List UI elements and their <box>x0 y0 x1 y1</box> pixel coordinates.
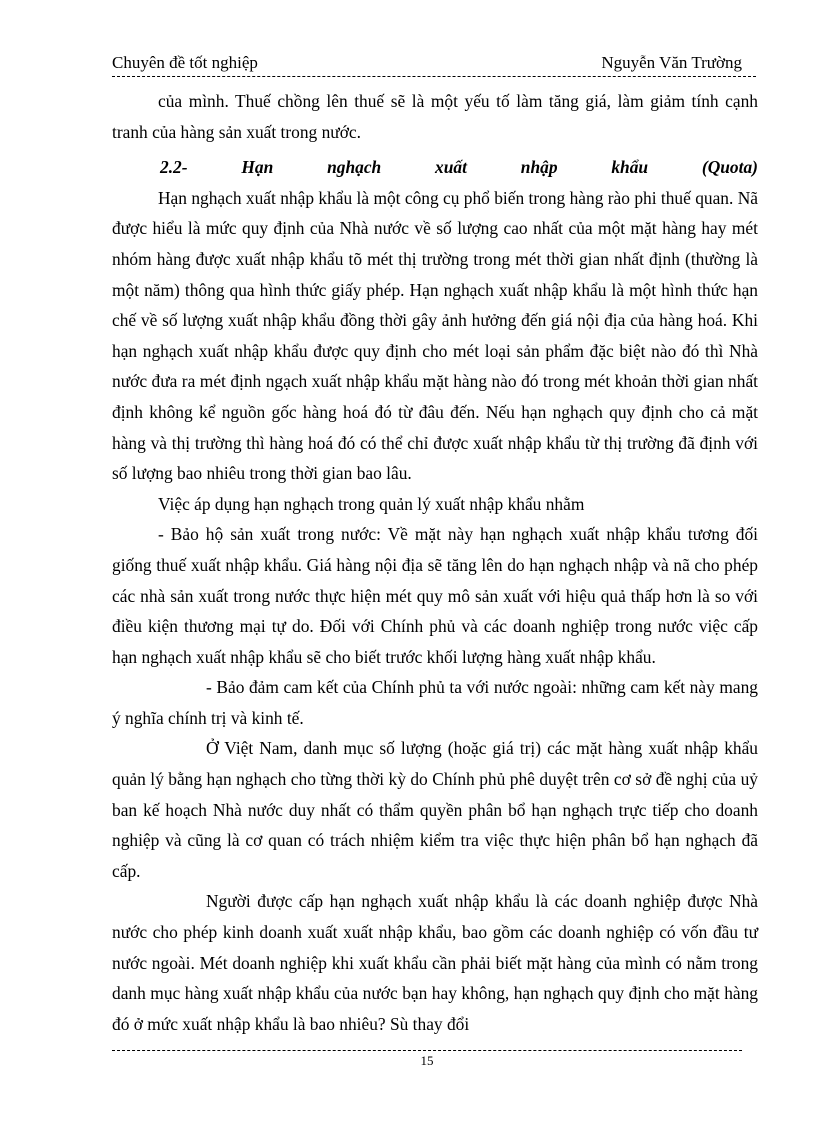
heading-word: xuất <box>435 157 467 178</box>
section-heading <box>112 152 758 183</box>
section-number: 2.2- <box>160 157 188 178</box>
heading-word: khẩu <box>611 157 649 178</box>
paragraph-domestic-protection: - Bảo hộ sản xuất trong nước: Về mặt này hạn nghạch xuất nhập khẩu tương đối giống thuế xuất nhập khẩu. Giá hàng nội địa sẽ tăng lên do hạn nghạch nhập và nã cho phép các nhà sản xuất trong nước thực hiện mét quy mô sản xuất với hiệu quả thấp hơn là so với điều kiện thương mại tự do. Đối với Chính phủ và các doanh nghiệp trong nước việc cấp hạn nghạch xuất nhập khẩu sẽ cho biết trước khối lượng hàng xuất nhập khẩu. <box>112 524 758 667</box>
paragraph-continuation: của mình. Thuế chồng lên thuế sẽ là một yếu tố làm tăng giá, làm giảm tính cạnh tranh của hàng sản xuất trong nước. <box>112 91 758 142</box>
header-document-title: Chuyên đề tốt nghiệp <box>112 53 258 72</box>
header-author-name: Nguyễn Văn Trường <box>601 53 742 72</box>
paragraph-vietnam: Ở Việt Nam, danh mục số lượng (hoặc giá trị) các mặt hàng xuất nhập khẩu quản lý bằng hạn nghạch cho từng thời kỳ do Chính phủ phê duyệt trên cơ sở đề nghị của uỷ ban kế hoạch Nhà nước duy nhất có thẩm quyền phân bổ hạn nghạch trực tiếp cho doanh nghiệp và cũng là cơ quan có trách nhiệm kiểm tra việc thực hiện phân bổ hạn nghạch đã cấp. <box>112 738 758 881</box>
heading-word: (Quota) <box>701 157 758 178</box>
page-body <box>112 86 758 1039</box>
heading-word: nghạch <box>327 157 382 178</box>
paragraph-quota-definition: Hạn nghạch xuất nhập khẩu là một công cụ phổ biến trong hàng rào phi thuế quan. Nã được hiểu là mức quy định của Nhà nước về số lượng cao nhất của một mặt hàng hay mét nhóm hàng được xuất nhập khẩu tõ mét thị trường trong mét thời gian nhất định (thường là một năm) thông qua hình thức giấy phép. Hạn nghạch xuất nhập khẩu là một hình thức hạn chế về số lượng xuất nhập khẩu đồng thời gây ảnh hưởng đến giá nội địa của hàng hoá. Khi hạn nghạch xuất nhập khẩu được quy định cho mét loại sản phẩm đặc biệt nào đó thì Nhà nước đưa ra mét định ngạch xuất nhập khẩu mặt hàng nào đó trong mét khoản thời gian nhất định không kể nguồn gốc hàng hoá đó từ đâu đến. Nếu hạn nghạch quy định cho cả mặt hàng và thị trường thì hàng hoá đó có thể chỉ được xuất nhập khẩu từ thị trường đã định với số lượng bao nhiêu trong thời gian bao lâu. <box>112 187 758 484</box>
paragraph-quota-recipients: Người được cấp hạn nghạch xuất nhập khẩu là các doanh nghiệp được Nhà nước cho phép kinh doanh xuất xuất nhập khẩu, bao gồm các doanh nghiệp có vốn đầu tư nước ngoài. Mét doanh nghiệp khi xuất khẩu cần phải biết mặt hàng của mình có nằm trong danh mục hàng xuất nhập khẩu của nước bạn hay không, hạn nghạch quy định cho mặt hàng đó ở mức xuất nhập khẩu là bao nhiêu? Sù thay đổi <box>112 891 758 1034</box>
paragraph-quota-purpose: Việc áp dụng hạn nghạch trong quản lý xuất nhập khẩu nhằm <box>158 493 585 514</box>
page-header <box>112 50 756 77</box>
page-number: 15 <box>420 1053 434 1068</box>
paragraph-commitments: - Bảo đảm cam kết của Chính phủ ta với nước ngoài: những cam kết này mang ý nghĩa chính trị và kinh tế. <box>112 677 758 728</box>
page-footer <box>112 1050 742 1069</box>
heading-word: Hạn <box>241 157 274 178</box>
heading-word: nhập <box>520 157 558 178</box>
